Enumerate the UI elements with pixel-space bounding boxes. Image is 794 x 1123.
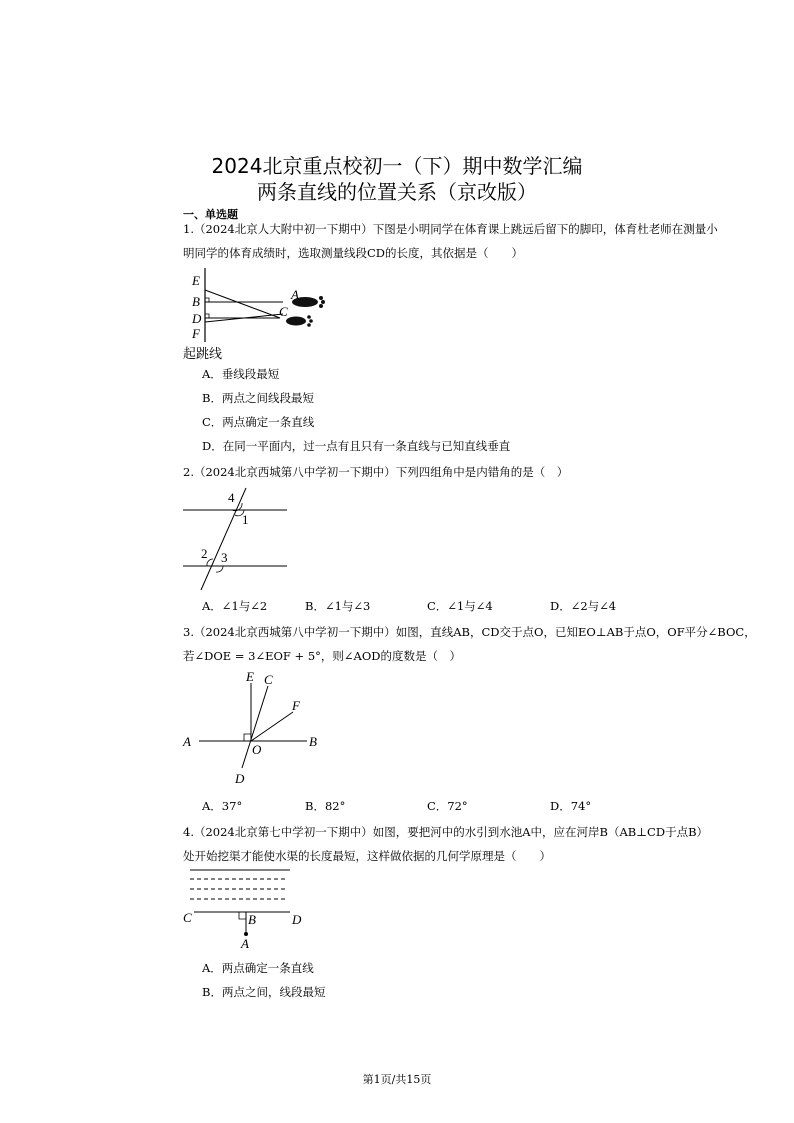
q3-stem-line2: 若∠DOE = 3∠EOF + 5°，则∠AOD的度数是（ ）: [183, 649, 461, 663]
q2-label-1: 1: [242, 512, 249, 527]
q1-stem-line2: 明同学的体育成绩时，选取测量线段CD的长度，其依据是（ ）: [183, 246, 524, 260]
q2-angle-arc-3: [216, 566, 223, 572]
q1-label-c: C: [279, 304, 288, 319]
q3-option-a[interactable]: A．37°: [202, 799, 243, 813]
q3-stem-line1: 3.（2024北京西城第八中学初一下期中）如图，直线AB，CD交于点O，已知EO⊥AB于点O，OF平分∠BOC，: [183, 625, 756, 639]
q2-option-a[interactable]: A．∠1与∠2: [202, 599, 268, 613]
q3-right-angle-mark: [244, 734, 251, 741]
q3-label-o: O: [252, 742, 262, 757]
q1-figure-caption: 起跳线: [183, 347, 223, 362]
q2-transversal: [201, 488, 246, 590]
page-footer: 第1页/共15页: [362, 1073, 432, 1086]
q4-label-a: A: [241, 936, 249, 951]
q2-label-4: 4: [228, 490, 235, 505]
q3-label-e: E: [246, 669, 254, 684]
q2-option-b[interactable]: B．∠1与∠3: [305, 599, 371, 613]
q1-label-b: B: [192, 294, 200, 309]
q3-option-b[interactable]: B．82°: [305, 799, 346, 813]
q1-option-a[interactable]: A．垂线段最短: [202, 367, 280, 381]
q1-option-d[interactable]: D．在同一平面内，过一点有且只有一条直线与已知直线垂直: [202, 439, 511, 453]
q4-figure: [180, 864, 310, 952]
q1-option-b[interactable]: B．两点之间线段最短: [202, 391, 314, 405]
q1-right-angle-b: [205, 298, 209, 302]
q1-option-c[interactable]: C．两点确定一条直线: [202, 415, 315, 429]
q2-option-d[interactable]: D．∠2与∠4: [550, 599, 617, 613]
doc-title-line1: 2024北京重点校初一（下）期中数学汇编: [211, 154, 583, 178]
q4-stem-line1: 4.（2024北京第七中学初一下期中）如图，要把河中的水引到水池A中，应在河岸B（AB⊥CD于点B）: [183, 825, 709, 839]
q3-label-f: F: [292, 698, 300, 713]
q2-stem-line1: 2.（2024北京西城第八中学初一下期中）下列四组角中是内错角的是（ ）: [183, 465, 569, 479]
q1-right-angle-d: [205, 314, 209, 318]
q4-right-angle-mark: [239, 912, 246, 919]
q4-option-b[interactable]: B．两点之间，线段最短: [202, 985, 326, 999]
q4-label-c: C: [183, 910, 192, 925]
q1-segment-ec: [205, 290, 280, 318]
q1-label-d: D: [192, 311, 202, 326]
q3-figure: [180, 668, 330, 790]
q1-stem-line1: 1.（2024北京人大附中初一下期中）下图是小明同学在体育课上跳远后留下的脚印，体育杜老师在测量小: [183, 222, 718, 236]
section-heading: 一、单选题: [183, 208, 238, 221]
q4-label-b: B: [248, 912, 256, 927]
q4-label-d: D: [292, 912, 302, 927]
q2-label-2: 2: [201, 546, 208, 561]
q1-label-f: F: [192, 326, 200, 341]
q3-label-b: B: [309, 734, 317, 749]
q2-figure: [183, 486, 293, 594]
q3-label-a: A: [183, 734, 191, 749]
q3-label-d: D: [235, 771, 245, 786]
q1-label-e: E: [192, 273, 200, 288]
doc-title-line2: 两条直线的位置关系（京改版）: [257, 180, 537, 204]
q1-figure: [188, 266, 338, 344]
q4-option-a[interactable]: A．两点确定一条直线: [202, 961, 314, 975]
q3-label-c: C: [264, 672, 273, 687]
q2-label-3: 3: [221, 550, 228, 565]
q3-option-c[interactable]: C．72°: [427, 799, 468, 813]
q1-label-a: A: [291, 287, 299, 302]
q2-option-c[interactable]: C．∠1与∠4: [427, 599, 493, 613]
q3-ray-of: [251, 712, 293, 741]
q4-stem-line2: 处开始挖渠才能使水渠的长度最短，这样做依据的几何学原理是（ ）: [183, 849, 551, 863]
q3-option-d[interactable]: D．74°: [550, 799, 592, 813]
